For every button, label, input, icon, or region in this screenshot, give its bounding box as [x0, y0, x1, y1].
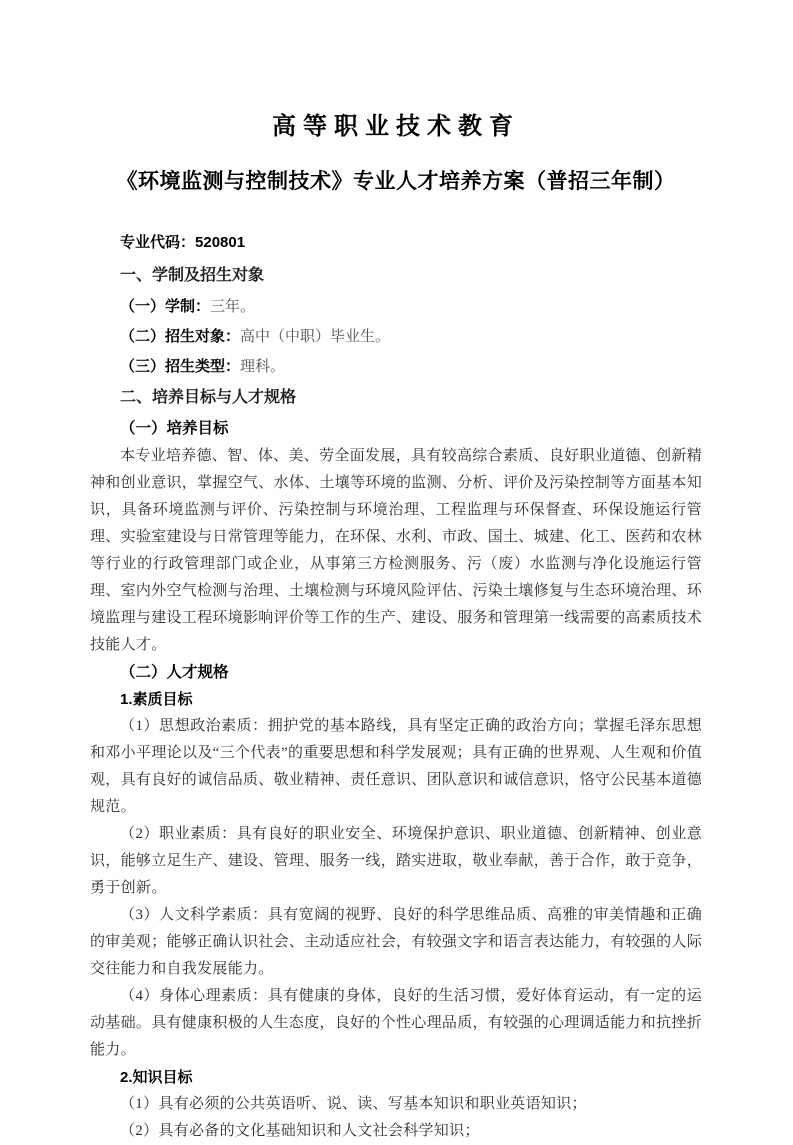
quality-goal-paragraph-3: （3）人文科学素质：具有宽阔的视野、良好的科学思维品质、高雅的审美情趣和正确的审美观；能够正确认识社会、主动适应社会，有较强文字和语言表达能力，有较强的人际交往能力和自我发展能力。	[90, 907, 703, 977]
schooling-length-item	[90, 296, 702, 318]
quality-goal-paragraph-1: （1）思想政治素质：拥护党的基本路线，具有坚定正确的政治方向；掌握毛泽东思想和邓小平理论以及“三个代表”的重要思想和科学发展观；具有正确的世界观、人生观和价值观，具有良好的诚信品质、敬业精神、责任意识、团队意识和诚信意识，恪守公民基本道德规范。	[90, 718, 703, 815]
section-two-heading: 二、培养目标与人才规格	[120, 389, 297, 406]
quality-goal-paragraph-2: （2）职业素质：具有良好的职业安全、环境保护意识、职业道德、创新精神、创业意识，能够立足生产、建设、管理、服务一线，踏实进取，敬业奉献，善于合作，敢于竞争，勇于创新。	[90, 826, 703, 896]
enrollment-type-value: 理科。	[240, 359, 286, 375]
enrollment-target-item	[90, 326, 702, 348]
knowledge-goal-paragraph-2: （2）具有必备的文化基础知识和人文社会科学知识；	[120, 1123, 480, 1139]
knowledge-goal-heading: 2.知识目标	[120, 1069, 193, 1086]
training-goal-heading: （一）培养目标	[120, 420, 229, 437]
major-code-value: 520801	[195, 234, 246, 251]
major-code-label: 专业代码：	[120, 234, 196, 251]
training-goal-paragraph: 本专业培养德、智、体、美、劳全面发展，具有较高综合素质、良好职业道德、创新精神和创业意识，掌握空气、水体、土壤等环境的监测、分析、评价及污染控制等方面基本知识，具备环境监测与评价、污染控制与环境治理、工程监理与环保督查、环保设施运行管理、实验室建设与日常管理等能力，在环保、水利、市政、国土、城建、化工、医药和农林等行业的行政管理部门或企业，从事第三方检测服务、污（废）水监测与净化设施运行管理、室内外空气检测与治理、土壤检测与环境风险评估、污染土壤修复与生态环境治理、环境监理与建设工程环境影响评价等工作的生产、建设、服务和管理第一线需要的高素质技术技能人才。	[90, 448, 703, 653]
major-code-line	[90, 232, 702, 254]
knowledge-goal-paragraph-1: （1）具有必须的公共英语听、说、读、写基本知识和职业英语知识；	[120, 1096, 587, 1112]
schooling-length-value: 三年。	[210, 299, 256, 315]
doc-title-main: 高等职业技术教育	[272, 114, 520, 140]
enrollment-type-item	[90, 356, 702, 378]
section-one-heading: 一、学制及招生对象	[120, 267, 265, 284]
enrollment-target-label: （二）招生对象：	[120, 328, 241, 345]
enrollment-target-value: 高中（中职）毕业生。	[240, 329, 391, 345]
quality-goal-paragraph-4: （4）身体心理素质：具有健康的身体，良好的生活习惯，爱好体育运动，有一定的运动基础。具有健康积极的人生态度，良好的个性心理品质，有较强的心理调适能力和抗挫折能力。	[90, 988, 703, 1058]
schooling-length-label: （一）学制：	[120, 298, 211, 315]
quality-goal-heading: 1.素质目标	[120, 691, 193, 708]
enrollment-type-label: （三）招生类型：	[120, 358, 241, 375]
talent-spec-heading: （二）人才规格	[120, 664, 229, 681]
doc-title-sub: 《环境监测与控制技术》专业人才培养方案（普招三年制）	[116, 169, 676, 193]
